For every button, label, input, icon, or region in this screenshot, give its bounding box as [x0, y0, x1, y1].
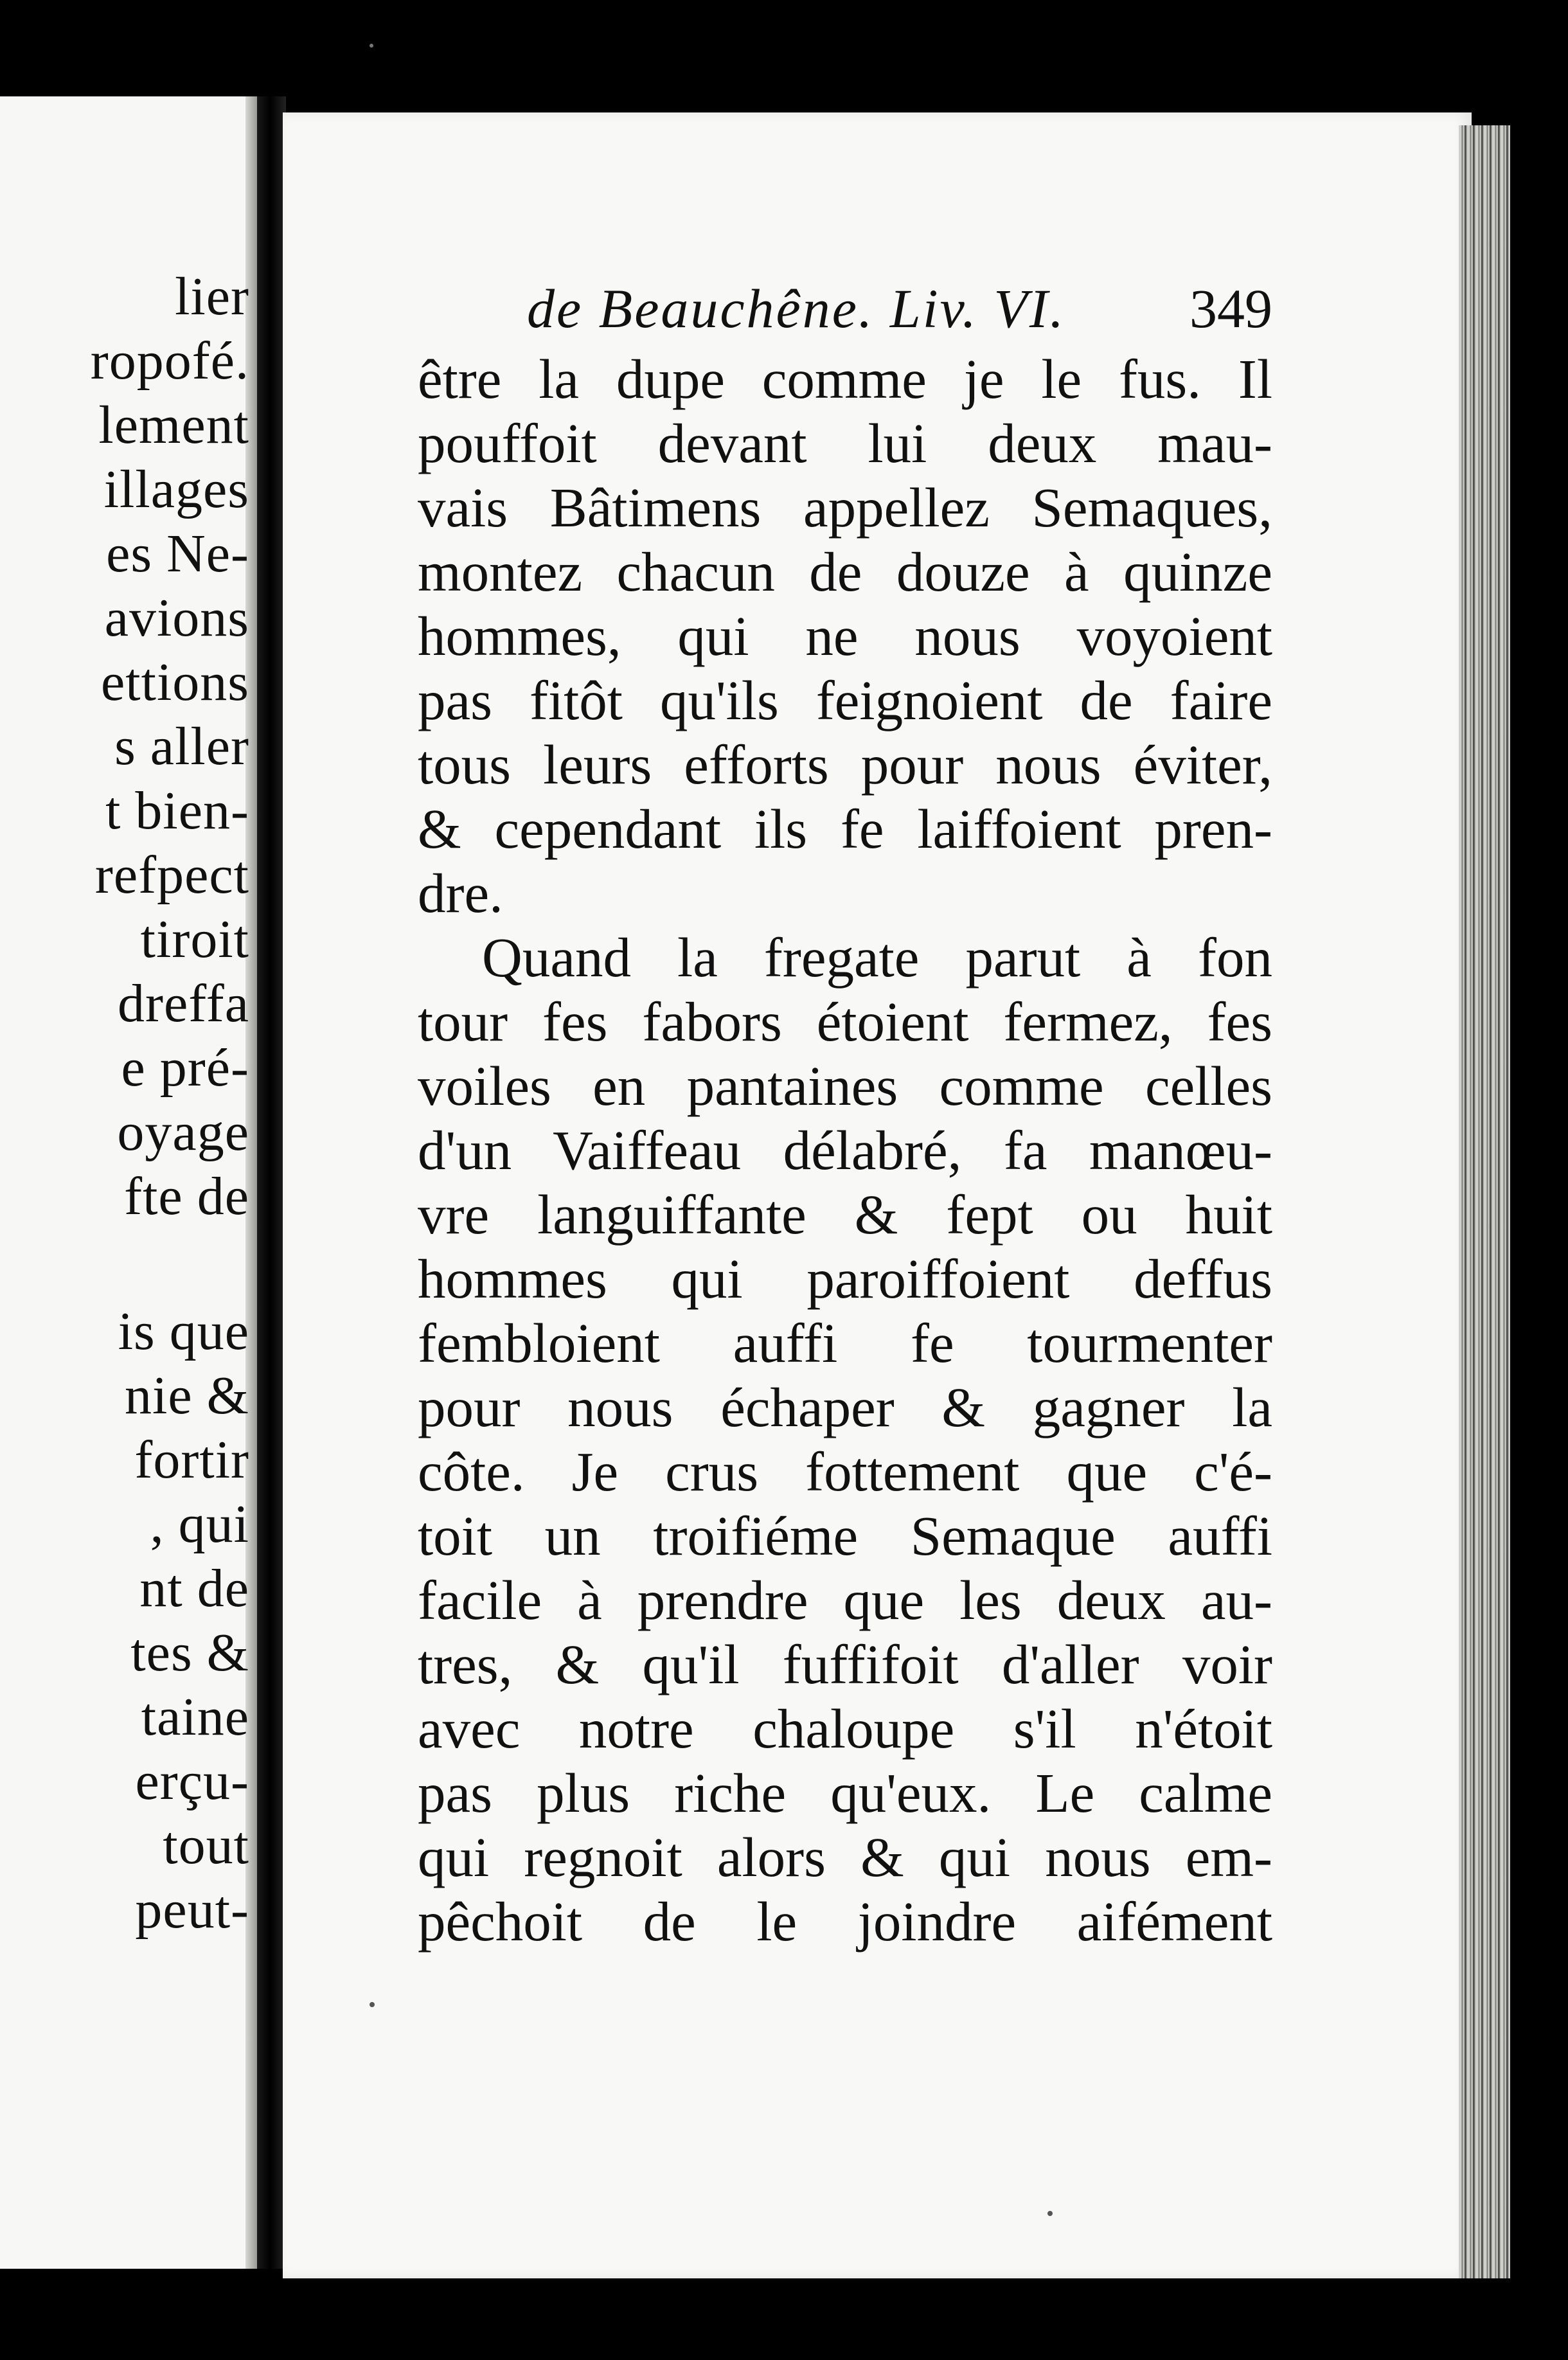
text-line: tous leurs efforts pour nous éviter,	[418, 733, 1272, 796]
text-line: dre.	[418, 862, 503, 924]
page-number: 349	[1189, 278, 1272, 339]
text-line: côte. Je crus fottement que c'é-	[418, 1440, 1272, 1503]
left-page-line: t bien-	[105, 781, 249, 841]
text-line: montez chacun de douze à quinze	[418, 541, 1272, 603]
left-page-line: is que	[118, 1301, 249, 1361]
text-line: vre languiffante & fept ou huit	[418, 1183, 1272, 1246]
text-line: voiles en pantaines comme celles	[418, 1055, 1272, 1117]
left-page-line: tes &	[130, 1623, 249, 1683]
text-line: hommes qui paroiffoient deffus	[418, 1247, 1272, 1310]
left-page-line: nie &	[125, 1366, 249, 1426]
left-page-line: avions	[104, 588, 249, 648]
left-page-line: oyage	[117, 1102, 249, 1162]
text-line: pêchoit de le joindre aifément	[418, 1890, 1272, 1953]
left-page-line: erçu-	[135, 1751, 249, 1811]
running-head-title: de Beauchêne. Liv. VI.	[527, 278, 1066, 339]
text-line: d'un Vaiffeau délabré, fa manœu-	[418, 1119, 1272, 1181]
left-page-line: tiroit	[140, 909, 249, 969]
left-page-line: tout	[163, 1816, 249, 1875]
text-line: avec notre chaloupe s'il n'étoit	[418, 1697, 1272, 1760]
paragraph-start-line: Quand la fregate parut à fon	[482, 926, 1272, 988]
text-line: hommes, qui ne nous voyoient	[418, 605, 1272, 667]
text-line: être la dupe comme je le fus. Il	[418, 348, 1272, 410]
paper-speck	[370, 44, 373, 48]
paper-speck	[1047, 2211, 1053, 2216]
left-page-line: refpect	[94, 845, 249, 905]
text-line: pour nous échaper & gagner la	[418, 1376, 1272, 1438]
left-page-line: illages	[103, 460, 249, 519]
left-page-line: fortir	[134, 1430, 249, 1490]
left-page-line: fte de	[124, 1167, 249, 1226]
text-line: facile à prendre que les deux au-	[418, 1569, 1272, 1631]
left-page-line: , qui	[150, 1494, 249, 1554]
text-line: tour fes fabors étoient fermez, fes	[418, 990, 1272, 1053]
left-page-line: s aller	[114, 717, 249, 776]
left-page-line: ettions	[101, 652, 249, 712]
left-page-line: dreffa	[118, 974, 249, 1033]
text-line: & cependant ils fe laiffoient pren-	[418, 798, 1272, 860]
text-line: tres, & qu'il fuffifoit d'aller voir	[418, 1633, 1272, 1695]
left-page-line: lement	[98, 395, 249, 455]
page-edge	[1459, 125, 1510, 2278]
left-page-line: e pré-	[121, 1038, 249, 1098]
text-line: toit un troifiéme Semaque auffi	[418, 1505, 1272, 1567]
left-page-line: taine	[141, 1687, 249, 1747]
book-spine	[257, 96, 286, 2269]
text-line: qui regnoit alors & qui nous em-	[418, 1826, 1272, 1888]
left-page-line: lier	[175, 267, 249, 326]
left-page-line: ropofé.	[90, 331, 249, 391]
left-page-line: es Ne-	[106, 524, 249, 584]
text-line: pouffoit devant lui deux mau-	[418, 412, 1272, 474]
text-line: pas plus riche qu'eux. Le calme	[418, 1762, 1272, 1824]
left-page-line: nt de	[139, 1559, 249, 1618]
text-line: pas fitôt qu'ils feignoient de faire	[418, 669, 1272, 731]
left-page	[0, 96, 257, 2269]
paper-speck	[370, 2002, 375, 2007]
text-line: fembloient auffi fe tourmenter	[418, 1312, 1272, 1374]
text-line: vais Bâtimens appellez Semaques,	[418, 476, 1272, 539]
running-head	[527, 276, 1272, 347]
left-page-line: peut-	[135, 1880, 249, 1940]
